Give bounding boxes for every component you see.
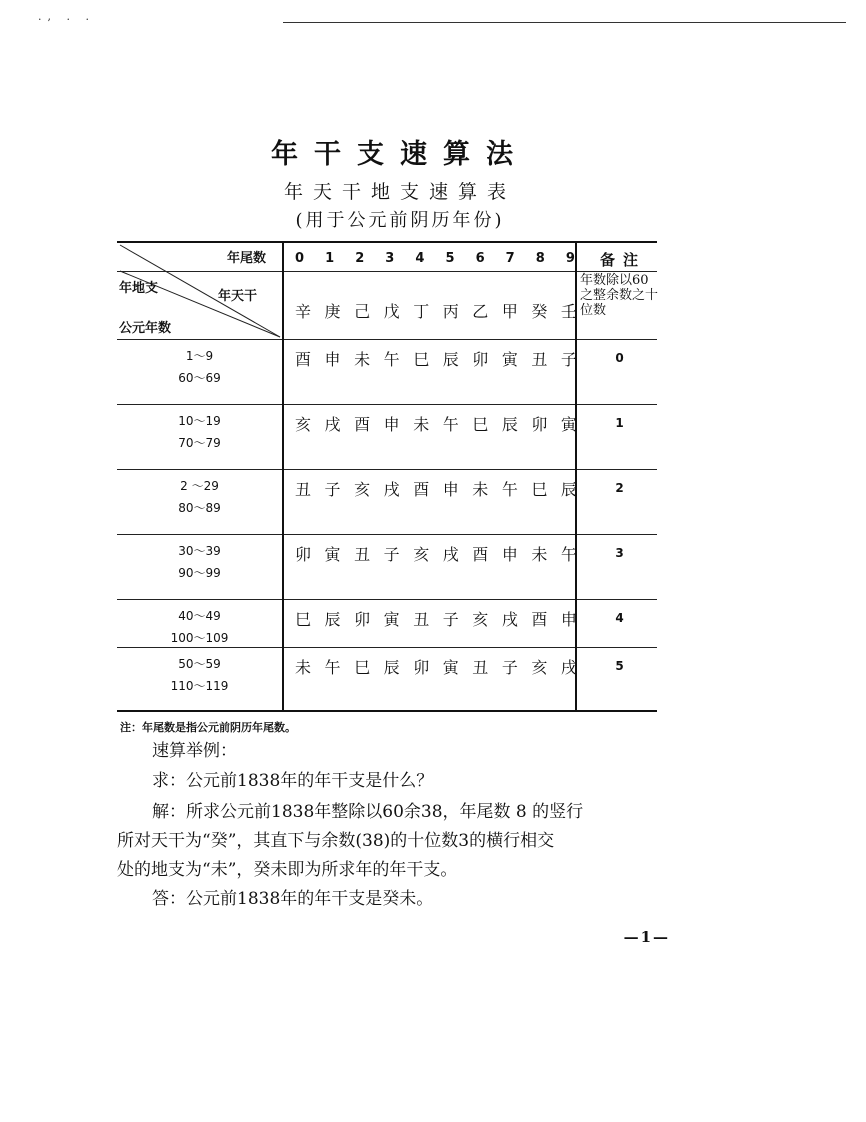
branch-cell: 未 <box>354 350 371 369</box>
branch-cell: 酉 <box>413 480 430 499</box>
branch-cell: 子 <box>442 610 459 629</box>
year-range <box>117 653 282 697</box>
stem-cell: 乙 <box>472 302 489 321</box>
branch-cell: 亥 <box>531 658 548 677</box>
tail-digit: 7 <box>505 251 515 266</box>
tail-digit: 0 <box>295 251 305 266</box>
branch-cell: 戌 <box>442 545 459 564</box>
table-title: 年天干地支速算表 <box>283 181 516 203</box>
branch-cell: 子 <box>383 545 400 564</box>
branch-cell: 丑 <box>413 610 430 629</box>
stem-cell: 庚 <box>324 302 341 321</box>
branch-cell: 丑 <box>354 545 371 564</box>
year-range-1: 50～59 <box>178 657 221 671</box>
branch-cell: 巳 <box>472 415 489 434</box>
year-range <box>117 475 282 519</box>
tail-digit: 6 <box>475 251 485 266</box>
year-range-1: 2 ～29 <box>180 479 219 493</box>
branch-cell: 寅 <box>383 610 400 629</box>
branch-cell: 申 <box>442 480 459 499</box>
year-range-2: 70～79 <box>178 436 221 450</box>
year-range <box>117 540 282 584</box>
year-range-1: 30～39 <box>178 544 221 558</box>
remainder-digit: 4 <box>615 611 624 625</box>
table-footnote: 注：年尾数是指公元前阴历年尾数。 <box>120 721 296 734</box>
branch-cell: 亥 <box>413 545 430 564</box>
tail-digit: 9 <box>565 251 575 266</box>
branch-cell: 辰 <box>501 415 518 434</box>
branch-cell: 寅 <box>560 415 577 434</box>
branch-cell: 卯 <box>354 610 371 629</box>
branch-cell: 戌 <box>560 658 577 677</box>
branch-cell: 未 <box>531 545 548 564</box>
note-body: 年数除以60之整余数之十位数 <box>580 273 659 318</box>
branch-cell: 卯 <box>295 545 312 564</box>
year-range <box>117 605 282 649</box>
stem-cell: 甲 <box>501 302 518 321</box>
branch-cell: 寅 <box>324 545 341 564</box>
solution-line-1: 解：所求公元前1838年整除以60余38，年尾数 8 的竖行 <box>152 802 584 822</box>
tail-digit-row <box>295 251 575 266</box>
branch-row <box>295 655 577 678</box>
branch-cell: 巳 <box>531 480 548 499</box>
branch-cell: 亥 <box>472 610 489 629</box>
branch-cell: 未 <box>295 658 312 677</box>
branch-cell: 酉 <box>295 350 312 369</box>
branch-cell: 卯 <box>531 415 548 434</box>
branch-cell: 亥 <box>295 415 312 434</box>
branch-cell: 巳 <box>354 658 371 677</box>
branch-cell: 午 <box>442 415 459 434</box>
branch-cell: 申 <box>560 610 577 629</box>
branch-cell: 戌 <box>383 480 400 499</box>
page-title: 年干支速算法 <box>271 139 529 170</box>
heavenly-stem-row <box>295 299 577 322</box>
year-range <box>117 345 282 389</box>
remainder-digit: 1 <box>615 416 624 430</box>
remainder-digit: 5 <box>615 659 624 673</box>
stem-cell: 辛 <box>295 302 312 321</box>
table-subtitle: (用于公元前阴历年份) <box>295 210 505 231</box>
branch-cell: 丑 <box>531 350 548 369</box>
branch-cell: 亥 <box>354 480 371 499</box>
year-range-2: 90～99 <box>178 566 221 580</box>
branch-cell: 午 <box>501 480 518 499</box>
question-text: 求：公元前1838年的年干支是什么？ <box>152 771 434 791</box>
branch-cell: 丑 <box>295 480 312 499</box>
note-header: 备注 <box>599 251 646 269</box>
branch-row <box>295 477 577 500</box>
branch-row <box>295 412 577 435</box>
branch-cell: 午 <box>560 545 577 564</box>
branch-cell: 卯 <box>472 350 489 369</box>
branch-cell: 子 <box>560 350 577 369</box>
page-number: —1— <box>623 928 670 946</box>
tail-digit: 1 <box>325 251 335 266</box>
year-range-2: 80～89 <box>178 501 221 515</box>
stem-cell: 戊 <box>383 302 400 321</box>
year-range-1: 10～19 <box>178 414 221 428</box>
stem-cell: 己 <box>354 302 371 321</box>
branch-cell: 子 <box>501 658 518 677</box>
branch-cell: 卯 <box>413 658 430 677</box>
year-range-2: 110～119 <box>170 679 229 693</box>
branch-cell: 午 <box>324 658 341 677</box>
remainder-digit: 3 <box>615 546 624 560</box>
branch-cell: 寅 <box>501 350 518 369</box>
year-range <box>117 410 282 454</box>
branch-row <box>295 542 577 565</box>
stem-cell: 壬 <box>560 302 577 321</box>
stem-cell: 丙 <box>442 302 459 321</box>
corner-tail-label: 年尾数 <box>227 251 267 266</box>
branch-cell: 酉 <box>472 545 489 564</box>
branch-cell: 戌 <box>501 610 518 629</box>
branch-cell: 未 <box>472 480 489 499</box>
stem-cell: 丁 <box>413 302 430 321</box>
year-range-1: 40～49 <box>178 609 221 623</box>
branch-cell: 辰 <box>324 610 341 629</box>
solution-line-3: 处的地支为“未”，癸未即为所求年的年干支。 <box>117 860 458 880</box>
branch-cell: 酉 <box>531 610 548 629</box>
stem-branch-table <box>117 241 657 710</box>
tail-digit: 3 <box>385 251 395 266</box>
year-range-2: 60～69 <box>178 371 221 385</box>
branch-cell: 午 <box>383 350 400 369</box>
branch-cell: 酉 <box>354 415 371 434</box>
tail-digit: 5 <box>445 251 455 266</box>
branch-row <box>295 347 577 370</box>
tail-digit: 2 <box>355 251 365 266</box>
branch-cell: 未 <box>413 415 430 434</box>
branch-cell: 丑 <box>472 658 489 677</box>
tail-digit: 8 <box>535 251 545 266</box>
year-range-2: 100～109 <box>170 631 229 645</box>
branch-cell: 巳 <box>413 350 430 369</box>
branch-cell: 辰 <box>383 658 400 677</box>
answer-text: 答：公元前1838年的年干支是癸未。 <box>152 889 434 909</box>
example-heading: 速算举例： <box>152 741 237 761</box>
branch-cell: 申 <box>383 415 400 434</box>
branch-cell: 戌 <box>324 415 341 434</box>
remainder-digit: 2 <box>615 481 624 495</box>
solution-line-2: 所对天干为“癸”，其直下与余数(38)的十位数3的横行相交 <box>117 831 555 851</box>
corner-year-label: 公元年数 <box>119 321 172 336</box>
branch-cell: 申 <box>324 350 341 369</box>
branch-cell: 辰 <box>442 350 459 369</box>
header-rule <box>283 22 846 23</box>
corner-stem-label: 年天干 <box>218 289 258 304</box>
corner-branch-label: 年地支 <box>119 281 159 296</box>
year-range-1: 1～9 <box>185 349 214 363</box>
stem-cell: 癸 <box>531 302 548 321</box>
branch-cell: 巳 <box>295 610 312 629</box>
table-bottom-rule <box>117 710 657 712</box>
branch-cell: 辰 <box>560 480 577 499</box>
tail-digit: 4 <box>415 251 425 266</box>
branch-cell: 申 <box>501 545 518 564</box>
branch-row <box>295 607 577 630</box>
branch-cell: 子 <box>324 480 341 499</box>
header-marks: ., . . <box>38 10 95 23</box>
branch-cell: 寅 <box>442 658 459 677</box>
remainder-digit: 0 <box>615 351 624 365</box>
